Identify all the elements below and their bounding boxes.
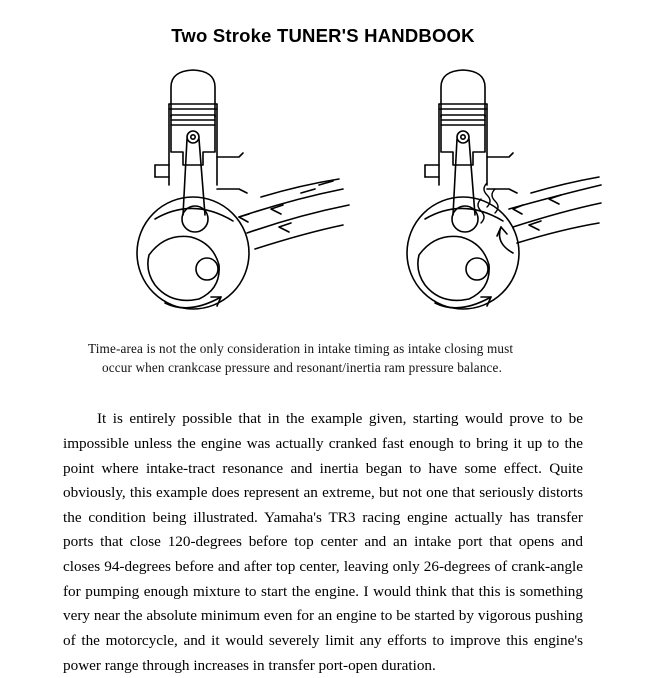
- caption-line-1: Time-area is not the only consideration in intake timing as intake closing must: [88, 341, 514, 356]
- page-title: Two Stroke TUNER'S HANDBOOK: [171, 25, 475, 46]
- paragraph-text: It is entirely possible that in the example given, starting would prove to be impossible unless the engine was actually cranked fast enough to bring it up to the point where intake-tract resonance and inertia began to have some effect. Quite obviously, this example does represent an extreme, but not one that seriously distorts the condition being illustrated. Yamaha's TR3 racing engine actually has transfer ports that close 120-degrees before top center and an intake port that opens and closes 94-degrees before and after top center, leaving only 26-degrees of crank-angle for pumping enough mixture to start the engine. I would think that this is something very near the absolute minimum even for an engine to be started by vigorous pushing of the motorcycle, and it would severely limit any efforts to improve this engine's power range through increases in transfer port-open duration.: [63, 410, 583, 674]
- body-paragraph: [63, 407, 583, 678]
- caption-line-2: occur when crankcase pressure and resonant/inertia ram pressure balance.: [102, 360, 503, 376]
- figure-engine-diagram: [0, 57, 646, 327]
- right-flow-arrows: [497, 177, 601, 253]
- left-flow-arrows: [239, 179, 349, 249]
- left-engine-drawing: [137, 70, 249, 309]
- figure-caption: [88, 339, 558, 377]
- right-engine-drawing: [407, 70, 519, 309]
- engine-diagram-svg: [43, 57, 603, 322]
